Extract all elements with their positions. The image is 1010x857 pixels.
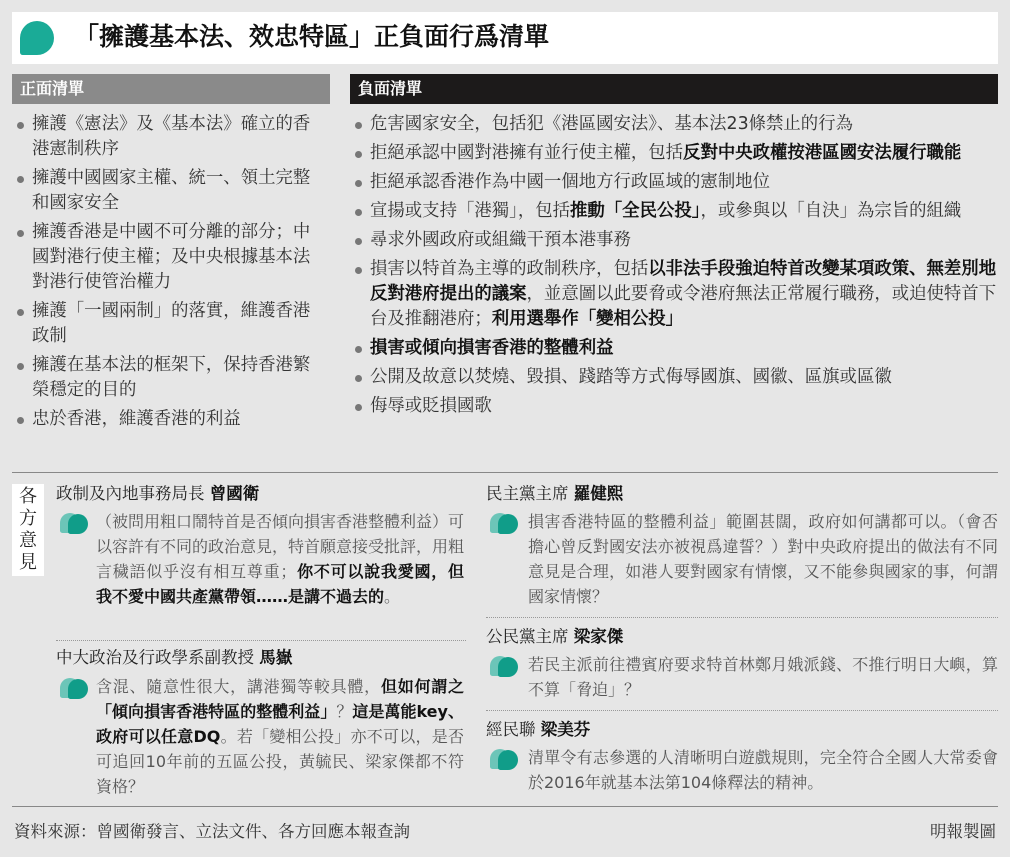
opinion-text: 若民主派前往禮賓府要求特首林鄭月娥派錢、不推行明日大嶼，算不算「脅迫」？ xyxy=(528,655,998,699)
negative-list xyxy=(352,112,1000,423)
section-divider xyxy=(12,472,998,473)
opinion-text-part: （被問用粗口鬧特首是否傾向損害香港整體利益）可以容許有不同的政治意見，特首願意接受批評，用粗言穢語似乎沒有相互尊重； xyxy=(96,512,465,581)
list-item: 公開及故意以焚燒、毀損、踐踏等方式侮辱國旗、國徽、區旗或區徽 xyxy=(352,365,1000,390)
list-item xyxy=(352,336,1000,361)
speech-bubble-icon xyxy=(60,677,86,701)
item-emphasis: 利用選舉作「變相公投」 xyxy=(491,309,684,329)
opinion-text-part: 。若「變相公投」亦不可以，是否可追回10年前的五區公投，黃毓民、梁家傑都不符資格？ xyxy=(96,727,464,796)
opinion-speaker xyxy=(486,481,623,507)
list-item: 尋求外國政府或組織干預本港事務 xyxy=(352,228,1000,253)
opinion-text xyxy=(96,509,464,609)
speaker-name: 羅健熙 xyxy=(573,484,624,503)
item-text: 宣揚或支持「港獨」，包括 xyxy=(370,201,570,221)
speaker-name: 馬嶽 xyxy=(259,648,293,667)
list-item: 擁護香港是中國不可分離的部分；中國對港行使主權；及中央根據基本法對港行使管治權力 xyxy=(14,220,314,295)
opinions-label xyxy=(12,484,44,576)
list-item xyxy=(352,141,1000,166)
opinion-speaker xyxy=(486,624,623,650)
speaker-role: 公民黨主席 xyxy=(486,627,569,646)
opinion-divider xyxy=(56,640,466,641)
positive-list-heading: 正面清單 xyxy=(12,74,330,104)
opinion-text: 清單令有志參選的人清晰明白遊戲規則，完全符合全國人大常委會於2016年就基本法第104條釋法的精神。 xyxy=(528,748,998,792)
list-item: 危害國家安全，包括犯《港區國安法》、基本法23條禁止的行為 xyxy=(352,112,1000,137)
opinion-speaker xyxy=(56,645,292,671)
speaker-name: 曾國衛 xyxy=(209,484,260,503)
speaker-role: 經民聯 xyxy=(486,720,536,739)
list-item: 拒絕承認香港作為中國一個地方行政區域的憲制地位 xyxy=(352,170,1000,195)
speaker-role: 中大政治及行政學系副教授 xyxy=(56,648,254,667)
speaker-name: 梁家傑 xyxy=(573,627,624,646)
speaker-name: 梁美芬 xyxy=(540,720,591,739)
speech-bubble-icon xyxy=(490,655,516,679)
item-emphasis: 以非法手段強迫特首改變某項政策、無差別地反對港府提出的議案 xyxy=(370,259,997,304)
list-item: 擁護《憲法》及《基本法》確立的香港憲制秩序 xyxy=(14,112,314,162)
opinion-text-part: ？ xyxy=(336,702,353,721)
opinion-divider xyxy=(486,617,998,618)
speech-bubble-icon xyxy=(60,512,86,536)
opinion-emphasis: 你不可以說我愛國，但我不愛中國共產黨帶領……是講不過去的 xyxy=(96,562,464,606)
item-text: 損害以特首為主導的政制秩序，包括 xyxy=(370,259,649,279)
speech-bubble-icon xyxy=(490,512,516,536)
list-item xyxy=(352,257,1000,332)
list-item: 擁護中國國家主權、統一、領土完整和國家安全 xyxy=(14,166,314,216)
speech-bubble-icon xyxy=(490,748,516,772)
opinion-emphasis: 但如何謂之「傾向損害香港特區的整體利益」 xyxy=(96,677,464,721)
positive-list xyxy=(14,112,314,436)
list-item: 擁護「一國兩制」的落實，維護香港政制 xyxy=(14,299,314,349)
negative-list-heading: 負面清單 xyxy=(350,74,998,104)
speech-bubble-icon xyxy=(20,21,54,55)
opinion-speaker xyxy=(486,717,590,743)
opinion-emphasis: 這是萬能key、政府可以任意DQ xyxy=(96,702,464,746)
item-text: 拒絕承認中國對港擁有並行使主權，包括 xyxy=(370,143,684,163)
item-emphasis: 推動「全民公投」 xyxy=(570,201,701,221)
item-emphasis: 反對中央政權按港區國安法履行職能 xyxy=(683,143,962,163)
opinion-divider xyxy=(486,710,998,711)
opinion-text: 損害香港特區的整體利益」範圍甚闊，政府如何講都可以。（會否擔心曾反對國安法亦被視爲違誓？）對中央政府提出的做法有不同意見是合理，如港人要對國家有情懷，又不能參與國家的事，何謂國家情懷？ xyxy=(528,512,998,606)
list-item xyxy=(352,199,1000,224)
list-item: 擁護在基本法的框架下，保持香港繁榮穩定的目的 xyxy=(14,353,314,403)
opinion-speaker xyxy=(56,481,259,507)
source-note: 資料來源：曾國衛發言、立法文件、各方回應本報查詢 xyxy=(14,822,410,841)
list-item: 忠於香港，維護香港的利益 xyxy=(14,407,314,432)
speaker-role: 政制及內地事務局長 xyxy=(56,484,205,503)
opinions-label-text: 各方意見 xyxy=(19,486,37,573)
opinion-text-part: 含混、隨意性很大，講港獨等較具體， xyxy=(96,677,381,696)
footer-divider xyxy=(12,806,998,807)
item-text: ，並意圖以此要脅或令港府無法正常履行職務，或迫使特首下台及推翻港府； xyxy=(370,284,997,329)
item-emphasis: 損害或傾向損害香港的整體利益 xyxy=(370,338,614,358)
list-item: 侮辱或貶損國歌 xyxy=(352,394,1000,419)
credit-note: 明報製圖 xyxy=(930,822,996,841)
item-text: ，或參與以「自決」為宗旨的組織 xyxy=(700,201,962,221)
opinion-text xyxy=(96,674,464,799)
opinion-text-part: 。 xyxy=(384,587,401,606)
speaker-role: 民主黨主席 xyxy=(486,484,569,503)
title-bar xyxy=(12,12,998,64)
page-title: 「擁護基本法、效忠特區」正負面行爲清單 xyxy=(74,22,550,51)
